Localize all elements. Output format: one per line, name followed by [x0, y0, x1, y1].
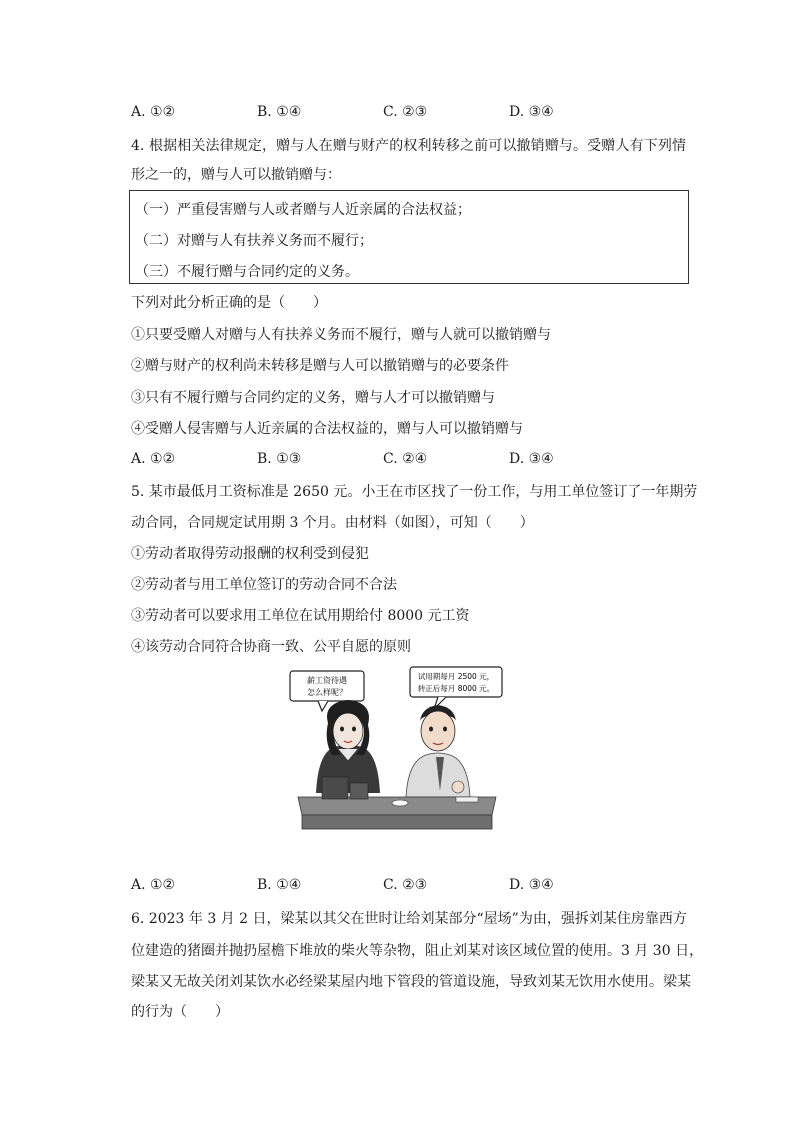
- q4-option-d: D. ③④: [509, 451, 554, 467]
- interview-cartoon: [288, 665, 506, 833]
- man-figure: [406, 705, 470, 797]
- q5-stem-line1: 5. 某市最低月工资标准是 2650 元。小王在市区找了一份工作，与用工单位签订了一年期劳: [131, 484, 698, 500]
- q5-option-c: C. ②③: [383, 877, 428, 893]
- q4-options: [131, 451, 651, 471]
- q4-law-box: [129, 190, 689, 284]
- speech-bubble-right: [410, 667, 502, 709]
- q4-option-a: A. ①②: [131, 451, 176, 467]
- q3-option-b: B. ①④: [257, 104, 302, 120]
- q4-box-item-2: （二）对赠与人有扶养义务而不履行；: [135, 233, 373, 249]
- q4-statement-1: ①只要受赠人对赠与人有扶养义务而不履行，赠与人就可以撤销赠与: [131, 327, 551, 343]
- q4-question: 下列对此分析正确的是（ ）: [131, 295, 327, 311]
- q5-option-d: D. ③④: [509, 877, 554, 893]
- q4-stem-line2: 形之一的，赠与人可以撤销赠与：: [131, 167, 341, 183]
- q6-line1: 6. 2023 年 3 月 2 日，梁某以其父在世时让给刘某部分“屋场”为由，强拆刘某住房靠西方: [131, 911, 687, 927]
- q3-option-d: D. ③④: [509, 104, 554, 120]
- q5-statement-4: ④该劳动合同符合协商一致、公平自愿的原则: [131, 639, 411, 655]
- q6-line2: 位建造的猪圈并抛扔屋檐下堆放的柴火等杂物，阻止刘某对该区域位置的使用。3 月 30 日，: [131, 943, 704, 959]
- q4-statement-2: ②赠与财产的权利尚未转移是赠与人可以撤销赠与的必要条件: [131, 358, 509, 374]
- q3-options: [131, 104, 651, 124]
- bubble-right-line2: 转正后每月 8000 元。: [417, 684, 495, 693]
- q6-line4: 的行为（ ）: [131, 1004, 229, 1020]
- q5-stem-line2: 动合同，合同规定试用期 3 个月。由材料（如图），可知（ ）: [131, 515, 534, 531]
- q4-statement-3: ③只有不履行赠与合同约定的义务，赠与人才可以撤销赠与: [131, 390, 495, 406]
- q3-option-c: C. ②③: [383, 104, 428, 120]
- q6-line3: 梁某又无故关闭刘某饮水必经梁某屋内地下管段的管道设施，导致刘某无饮用水使用。梁某: [131, 974, 691, 990]
- q5-statement-2: ②劳动者与用工单位签订的劳动合同不合法: [131, 577, 397, 593]
- q4-option-b: B. ①③: [257, 451, 302, 467]
- q5-statement-1: ①劳动者取得劳动报酬的权利受到侵犯: [131, 546, 369, 562]
- bubble-right-line1: 试用期每月 2500 元，: [417, 672, 495, 681]
- q4-stem-line1: 4. 根据相关法律规定，赠与人在赠与财产的权利转移之前可以撤销赠与。受赠人有下列情: [131, 138, 686, 154]
- q5-options: [131, 877, 651, 897]
- q4-box-item-1: （一）严重侵害赠与人或者赠与人近亲属的合法权益；: [135, 202, 471, 218]
- bubble-left-line2: 怎么样呢？: [307, 688, 347, 697]
- q4-statement-4: ④受赠人侵害赠与人近亲属的合法权益的，赠与人可以撤销赠与: [131, 421, 523, 437]
- q5-statement-3: ③劳动者可以要求用工单位在试用期给付 8000 元工资: [131, 608, 470, 624]
- q3-option-a: A. ①②: [131, 104, 176, 120]
- q5-option-a: A. ①②: [131, 877, 176, 893]
- q4-box-item-3: （三）不履行赠与合同约定的义务。: [135, 264, 359, 280]
- bubble-left-line1: 薪工资待遇: [307, 676, 347, 685]
- q5-option-b: B. ①④: [257, 877, 302, 893]
- q4-option-c: C. ②④: [383, 451, 428, 467]
